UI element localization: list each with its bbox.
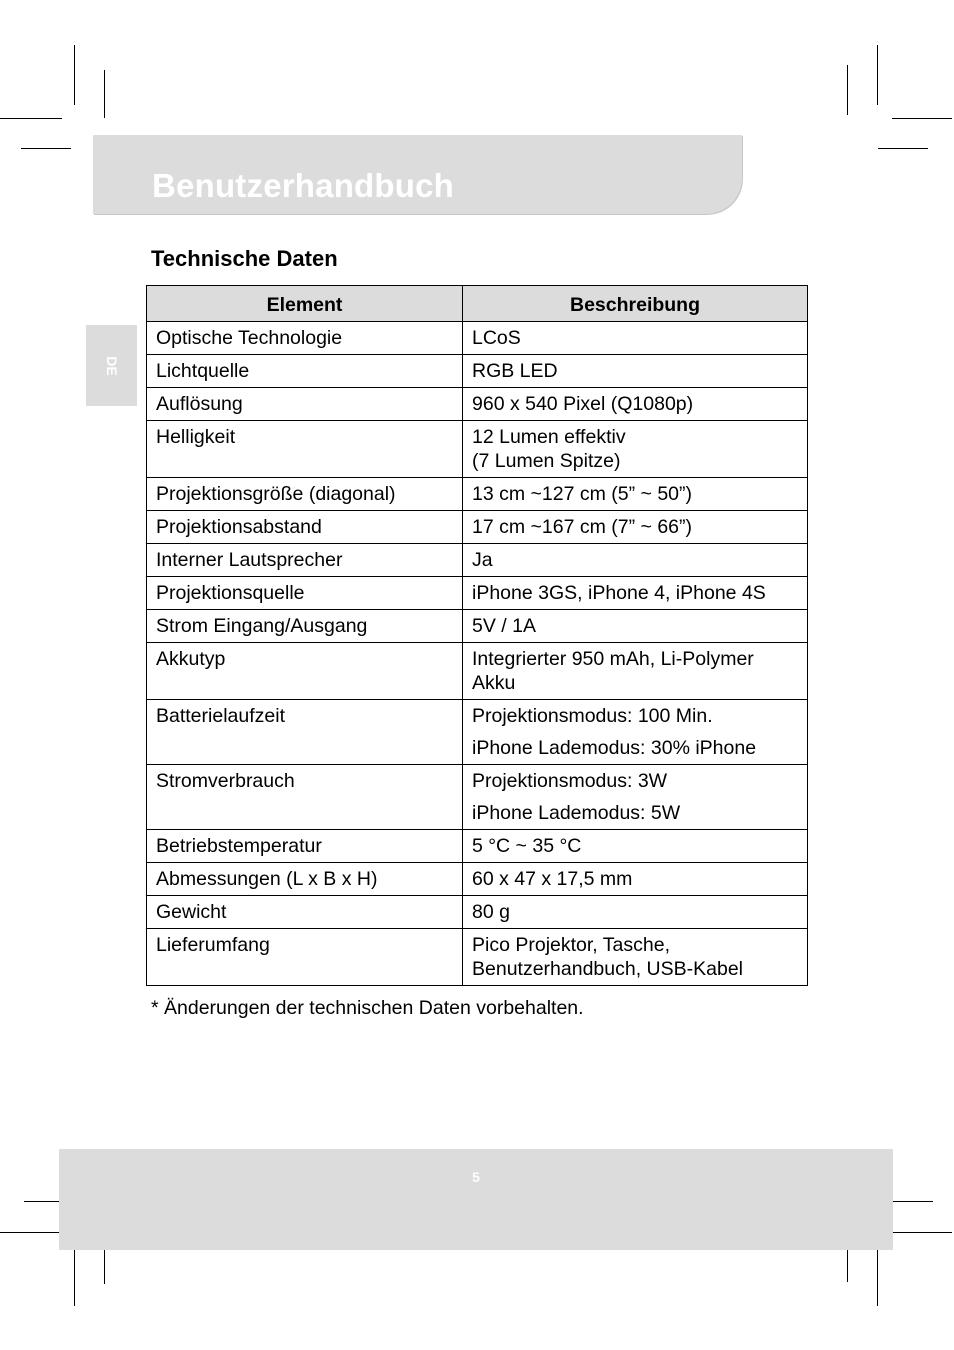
crop-mark	[74, 45, 75, 105]
spec-description-line: 960 x 540 Pixel (Q1080p)	[472, 393, 694, 415]
crop-mark	[847, 65, 848, 115]
spec-element-cell: Strom Eingang/Ausgang	[147, 610, 463, 643]
crop-mark	[104, 70, 105, 118]
spec-description-line: iPhone 3GS, iPhone 4, iPhone 4S	[472, 582, 766, 604]
spec-description-line: 17 cm ~167 cm (7” ~ 66”)	[472, 516, 693, 538]
crop-mark	[892, 1232, 952, 1233]
spec-description-cell	[463, 896, 808, 929]
spec-description-cell	[463, 355, 808, 388]
spec-description-line: Pico Projektor, Tasche, Benutzerhandbuch, USB-Kabel	[472, 934, 744, 980]
spec-element-cell: Lichtquelle	[147, 355, 463, 388]
spec-description-line: Ja	[472, 549, 493, 571]
table-row	[147, 610, 808, 643]
table-row	[147, 643, 808, 700]
spec-element-cell: Helligkeit	[147, 421, 463, 478]
spec-description-cell	[463, 863, 808, 896]
table-row	[147, 700, 808, 765]
spec-element-cell: Projektionsabstand	[147, 511, 463, 544]
spec-description-cell	[463, 643, 808, 700]
column-header-description: Beschreibung	[463, 286, 808, 322]
spec-description-line: 80 g	[472, 901, 510, 923]
footer-band	[59, 1149, 893, 1250]
spec-element-cell: Lieferumfang	[147, 929, 463, 986]
page-number: 5	[472, 1169, 480, 1185]
crop-mark	[0, 118, 62, 119]
spec-element-cell: Interner Lautsprecher	[147, 544, 463, 577]
table-row	[147, 511, 808, 544]
spec-description-cell	[463, 421, 808, 478]
spec-description-cell	[463, 322, 808, 355]
table-row	[147, 929, 808, 986]
spec-description-cell	[463, 478, 808, 511]
table-row	[147, 355, 808, 388]
table-row	[147, 765, 808, 830]
column-header-element: Element	[147, 286, 463, 322]
spec-element-cell: Stromverbrauch	[147, 765, 463, 830]
spec-description-line: iPhone Lademodus: 5W	[472, 802, 681, 824]
table-row	[147, 388, 808, 421]
crop-mark	[892, 118, 952, 119]
section-title: Technische Daten	[151, 246, 338, 271]
spec-description-line: 5V / 1A	[472, 615, 536, 637]
footnote: * Änderungen der technischen Daten vorbehalten.	[151, 997, 584, 1019]
page-title: Benutzerhandbuch	[152, 167, 455, 204]
spec-element-cell: Betriebstemperatur	[147, 830, 463, 863]
language-tab	[86, 325, 137, 406]
table-row	[147, 830, 808, 863]
spec-description-cell	[463, 765, 808, 830]
spec-description-cell	[463, 577, 808, 610]
language-label: DE	[103, 355, 120, 376]
header-band	[93, 135, 742, 214]
spec-description-cell	[463, 388, 808, 421]
table-row	[147, 478, 808, 511]
spec-description-cell	[463, 544, 808, 577]
spec-description-line: 5 °C ~ 35 °C	[472, 835, 582, 857]
spec-description-cell	[463, 830, 808, 863]
crop-mark	[74, 1246, 75, 1306]
crop-mark	[877, 45, 878, 105]
crop-mark	[21, 148, 71, 149]
spec-element-cell: Abmessungen (L x B x H)	[147, 863, 463, 896]
spec-description-line: Projektionsmodus: 100 Min.	[472, 705, 713, 727]
spec-description-line: 12 Lumen effektiv (7 Lumen Spitze)	[472, 426, 626, 472]
crop-mark	[878, 148, 928, 149]
table-row	[147, 322, 808, 355]
spec-table	[146, 285, 808, 986]
spec-element-cell: Projektionsquelle	[147, 577, 463, 610]
spec-description-line: Integrierter 950 mAh, Li-Polymer Akku	[472, 648, 754, 694]
spec-description-line: iPhone Lademodus: 30% iPhone	[472, 737, 757, 759]
table-row	[147, 863, 808, 896]
spec-description-line: RGB LED	[472, 360, 558, 382]
crop-mark	[877, 1246, 878, 1306]
table-row	[147, 544, 808, 577]
table-body	[147, 322, 808, 986]
table-header-row	[147, 286, 808, 322]
spec-description-cell	[463, 700, 808, 765]
crop-mark	[0, 1232, 62, 1233]
table-row	[147, 896, 808, 929]
table-row	[147, 421, 808, 478]
spec-element-cell: Auflösung	[147, 388, 463, 421]
spec-description-cell	[463, 610, 808, 643]
table-row	[147, 577, 808, 610]
spec-description-line: 13 cm ~127 cm (5” ~ 50”)	[472, 483, 693, 505]
spec-description-cell	[463, 929, 808, 986]
spec-element-cell: Optische Technologie	[147, 322, 463, 355]
spec-description-line: 60 x 47 x 17,5 mm	[472, 868, 633, 890]
spec-element-cell: Projektionsgröße (diagonal)	[147, 478, 463, 511]
spec-description-line: LCoS	[472, 327, 521, 349]
spec-element-cell: Gewicht	[147, 896, 463, 929]
spec-description-cell	[463, 511, 808, 544]
spec-element-cell: Batterielaufzeit	[147, 700, 463, 765]
spec-element-cell: Akkutyp	[147, 643, 463, 700]
spec-description-line: Projektionsmodus: 3W	[472, 770, 668, 792]
